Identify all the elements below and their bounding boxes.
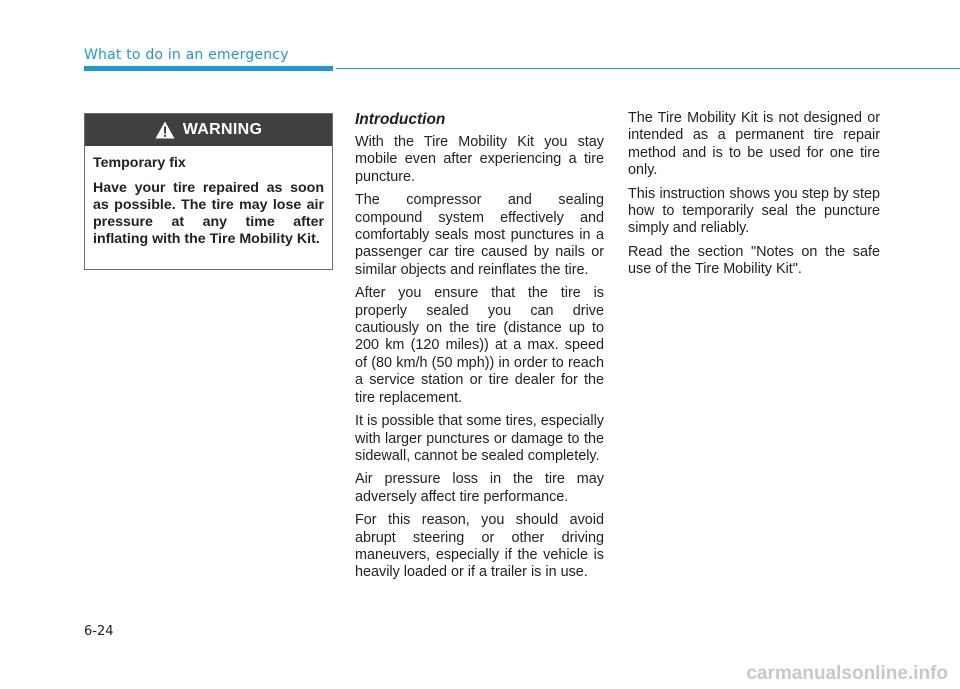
warning-triangle-icon	[155, 121, 175, 139]
warning-header	[85, 114, 332, 146]
right-paragraph: Read the section "Notes on the safe use of the Tire Mobility Kit".	[628, 243, 880, 278]
section-title: What to do in an emergency	[84, 47, 289, 63]
intro-paragraph: For this reason, you should avoid abrupt steering or other driving maneuvers, especially if the vehicle is heavily loaded or if a trailer is in use.	[355, 512, 604, 581]
intro-paragraph: With the Tire Mobility Kit you stay mobile even after experiencing a tire puncture.	[355, 134, 604, 185]
header-rule-thick	[84, 66, 333, 71]
intro-paragraph: After you ensure that the tire is properly sealed you can drive cautiously on the tire (distance up to 200 km (120 miles)) at a max. speed of (80 km/h (50 mph)) in order to reach a service station or tire dealer for the tire replacement.	[355, 285, 604, 406]
warning-box	[84, 113, 333, 270]
warning-label: WARNING	[182, 121, 263, 138]
intro-column	[355, 110, 604, 588]
right-column	[628, 110, 880, 285]
header-rule-thin	[336, 68, 960, 69]
warning-body	[85, 146, 332, 248]
intro-paragraph: The compressor and sealing compound system effectively and comfortably seals most punctures in a passenger car tire caused by nails or similar objects and reinflates the tire.	[355, 192, 604, 278]
intro-paragraph: It is possible that some tires, especially with larger punctures or damage to the sidewall, cannot be sealed completely.	[355, 413, 604, 464]
warning-message: Have your tire repaired as soon as possible. The tire may lose air pressure at any time after inflating with the Tire Mobility Kit.	[93, 180, 324, 247]
watermark[interactable]: carmanualsonline.info	[746, 663, 948, 684]
warning-subtitle: Temporary fix	[93, 155, 186, 171]
right-paragraph: The Tire Mobility Kit is not designed or intended as a permanent tire repair method and is to be used for one tire only.	[628, 110, 880, 179]
right-paragraph: This instruction shows you step by step how to temporarily seal the puncture simply and reliably.	[628, 185, 880, 237]
intro-heading: Introduction	[355, 111, 446, 128]
intro-paragraph: Air pressure loss in the tire may adversely affect tire performance.	[355, 471, 604, 505]
page-number: 6-24	[84, 624, 114, 639]
